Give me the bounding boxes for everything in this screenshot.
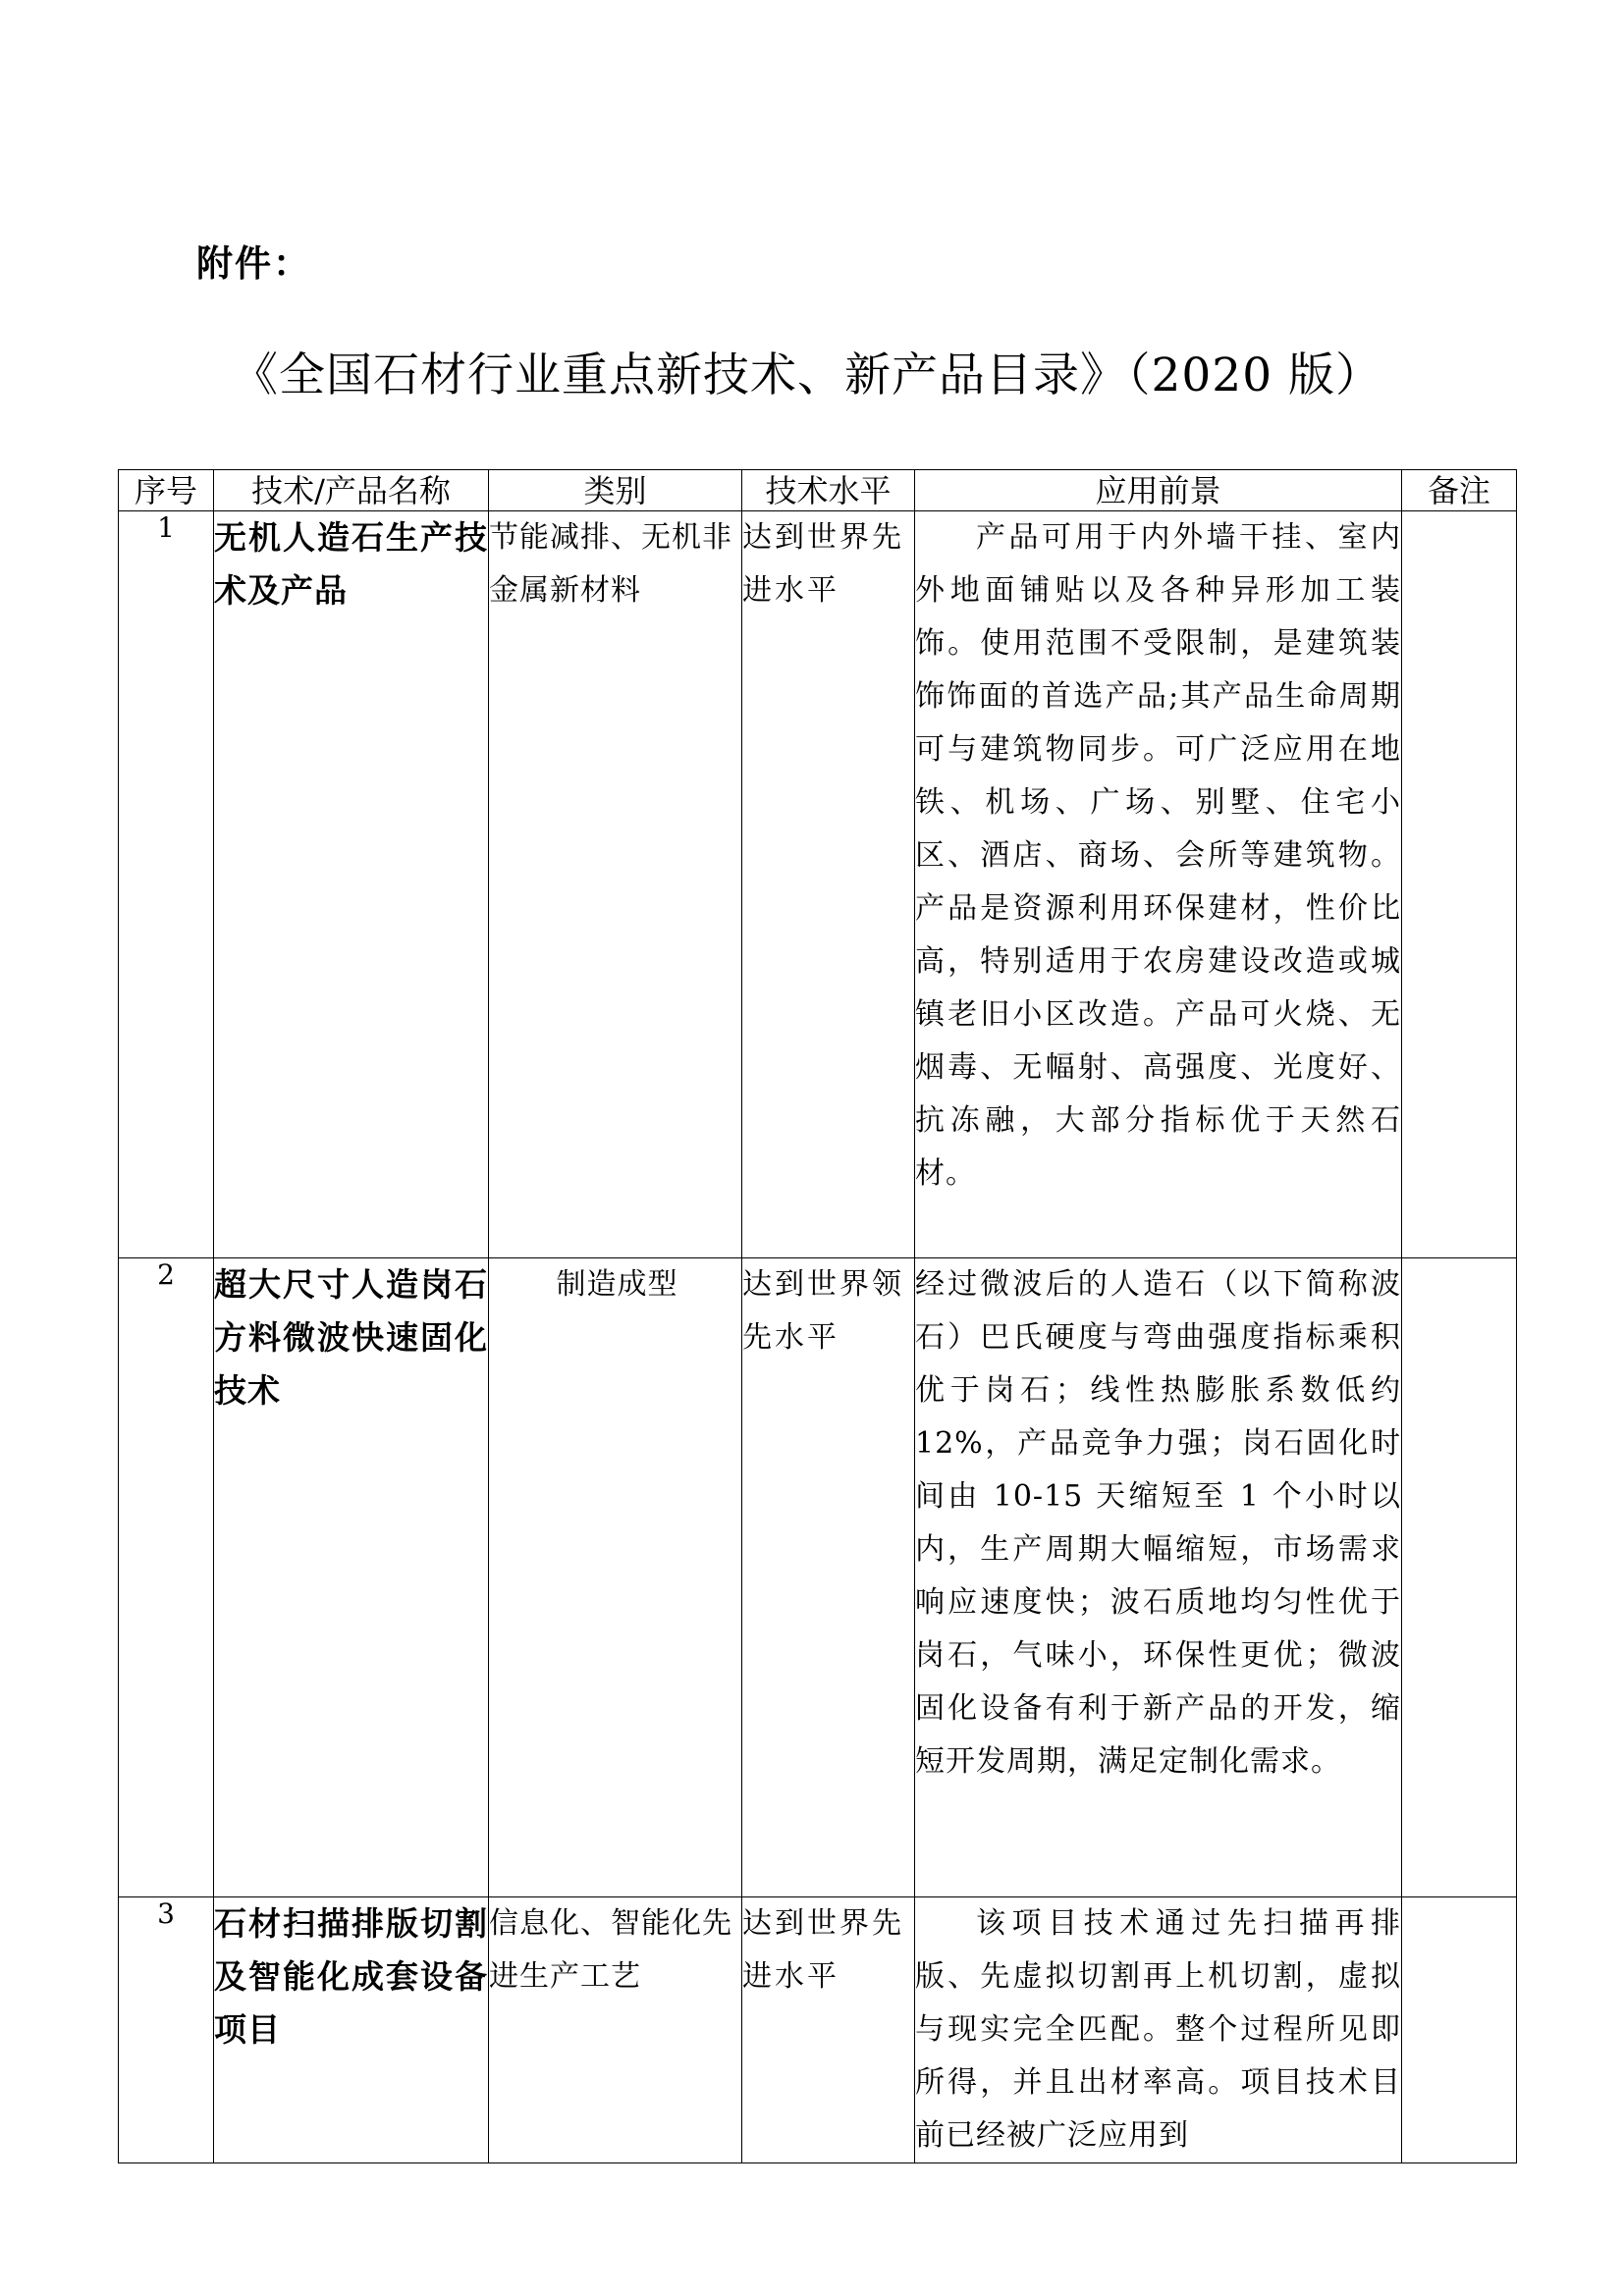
remarks [1402,1258,1517,1897]
row-number: 3 [119,1897,214,2163]
header-name: 技术/产品名称 [214,470,489,511]
header-category: 类别 [489,470,742,511]
product-category: 制造成型 [489,1258,742,1897]
attachment-label: 附件： [196,241,311,285]
technology-level: 达到世界先进水平 [742,1897,915,2163]
product-name: 超大尺寸人造岗石方料微波快速固化技术 [214,1258,489,1897]
technology-level: 达到世界先进水平 [742,511,915,1258]
technology-level: 达到世界领先水平 [742,1258,915,1897]
table-row [119,1258,1517,1897]
application-prospect: 该项目技术通过先扫描再排版、先虚拟切割再上机切割，虚拟与现实完全匹配。整个过程所见即所得，并且出材率高。项目技术目前已经被广泛应用到 [915,1897,1402,2163]
row-number: 2 [119,1258,214,1897]
table-row [119,1897,1517,2163]
product-category: 信息化、智能化先进生产工艺 [489,1897,742,2163]
header-application: 应用前景 [915,470,1402,511]
document-title: 《全国石材行业重点新技术、新产品目录》（2020 版） [232,348,1383,402]
application-prospect: 产品可用于内外墙干挂、室内外地面铺贴以及各种异形加工装饰。使用范围不受限制，是建筑装饰饰面的首选产品;其产品生命周期可与建筑物同步。可广泛应用在地铁、机场、广场、别墅、住宅小区、酒店、商场、会所等建筑物。产品是资源利用环保建材，性价比高，特别适用于农房建设改造或城镇老旧小区改造。产品可火烧、无烟毒、无幅射、高强度、光度好、抗冻融，大部分指标优于天然石材。 [915,511,1402,1258]
product-name: 石材扫描排版切割及智能化成套设备项目 [214,1897,489,2163]
catalog-table [118,469,1517,2163]
row-number: 1 [119,511,214,1258]
remarks [1402,511,1517,1258]
application-prospect: 经过微波后的人造石（以下简称波石）巴氏硬度与弯曲强度指标乘积优于岗石；线性热膨胀系数低约 12%，产品竞争力强；岗石固化时间由 10-15 天缩短至 1 个小时以内，生产周期大幅缩短，市场需求响应速度快；波石质地均匀性优于岗石，气味小，环保性更优；微波固化设备有利于新产品的开发，缩短开发周期，满足定制化需求。 [915,1258,1402,1897]
table-row [119,511,1517,1258]
header-no: 序号 [119,470,214,511]
header-level: 技术水平 [742,470,915,511]
header-note: 备注 [1402,470,1517,511]
product-category: 节能减排、无机非金属新材料 [489,511,742,1258]
product-name: 无机人造石生产技术及产品 [214,511,489,1258]
remarks [1402,1897,1517,2163]
table-header-row [119,470,1517,511]
